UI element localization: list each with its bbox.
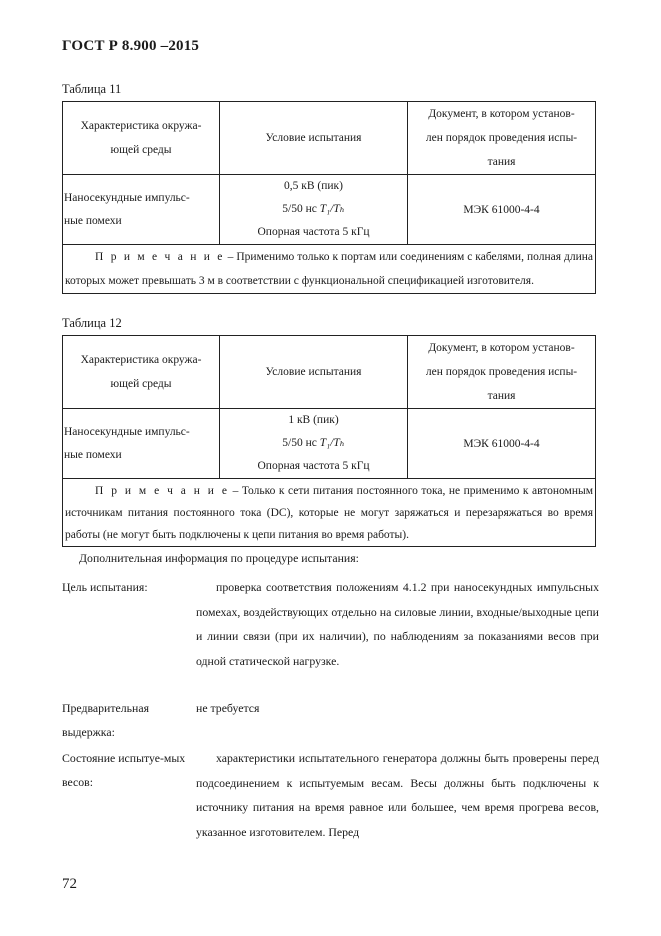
ratio-prefix: 5/50 нс [282, 437, 320, 449]
header-line: ющей среды [110, 144, 172, 156]
header-environment [63, 102, 220, 175]
ratio-prefix: 5/50 нс [282, 203, 320, 215]
header-condition [220, 336, 408, 409]
header-line: Характеристика окружа- [80, 354, 202, 366]
cell-document: МЭК 61000-4-4 [408, 175, 596, 245]
procedure-value-text: характеристики испытательного генератора должны быть проверены перед подсоединением к испытуемым весам. Весы должны быть подключены к источнику питания на время равное или большее, чем время прогрева весов, указанное изготовителем. Перед [196, 751, 599, 839]
cell-environment [63, 175, 220, 245]
procedure-value [196, 746, 599, 844]
table-row [63, 175, 596, 245]
note-text: – Только к сети питания постоянного тока, не применимо к автономным источникам питания постоянного тока (DC), которые не могут заряжаться и перезаряжаться во время работы (не могут быть подключены к цепи питания во время работы). [65, 484, 593, 541]
ratio-symbols: T₁/Tₕ [319, 203, 345, 215]
cell-line: Наносекундные импульс- [64, 425, 190, 438]
header-environment [63, 336, 220, 409]
header-document [408, 336, 596, 409]
cell-line: Опорная частота 5 кГц [257, 226, 370, 238]
header-line: Условие испытания [265, 132, 362, 144]
document-header: ГОСТ Р 8.900 –2015 [62, 38, 200, 54]
header-line: тания [487, 156, 516, 168]
table-note-row [63, 479, 596, 547]
header-line: Условие испытания [265, 366, 362, 378]
table-note [63, 245, 596, 294]
table-12-caption: Таблица 12 [62, 316, 122, 330]
cell-line [220, 198, 407, 221]
cell-line: Опорная частота 5 кГц [257, 460, 370, 472]
table-note [63, 479, 596, 547]
note-text: – Применимо только к портам или соединениям с кабелями, полная длина которых может превышать 3 м в соответствии с функциональной спецификацией изготовителя. [65, 251, 593, 287]
cell-condition [220, 175, 408, 245]
table-11 [62, 101, 596, 294]
cell-line: 0,5 кВ (пик) [284, 180, 343, 192]
procedure-value [196, 575, 599, 673]
header-line: тания [487, 390, 516, 402]
table-12 [62, 335, 596, 547]
procedure-intro: Дополнительная информация по процедуре испытания: [79, 551, 359, 565]
table-note-row [63, 245, 596, 294]
header-line: Документ, в котором установ- [428, 108, 575, 120]
cell-line: 1 кВ (пик) [288, 414, 339, 426]
note-label: П р и м е ч а н и е [95, 484, 230, 497]
procedure-label: Состояние испытуе-мых весов: [62, 751, 186, 789]
cell-line: Наносекундные импульс- [64, 191, 190, 204]
ratio-symbols: T₁/Tₕ [319, 437, 345, 449]
cell-document: МЭК 61000-4-4 [408, 409, 596, 479]
note-label: П р и м е ч а н и е [95, 251, 225, 263]
procedure-label: Предварительная выдержка: [62, 701, 149, 739]
procedure-value-text: проверка соответствия положениям 4.1.2 при наносекундных импульсных помехах, воздействующих отдельно на силовые линии, входные/выходные цепи и линии связи (при их наличии), по наблюдениям за показаниями весов при одной статической нагрузке. [196, 580, 599, 668]
header-line: Документ, в котором установ- [428, 342, 575, 354]
cell-line: ные помехи [64, 214, 122, 227]
procedure-label: Цель испытания: [62, 580, 148, 594]
header-line: лен порядок проведения испы- [425, 366, 578, 378]
header-document [408, 102, 596, 175]
table-header-row [63, 102, 596, 175]
header-line: Характеристика окружа- [80, 120, 202, 132]
procedure-value: не требуется [196, 701, 260, 715]
cell-line [220, 432, 407, 455]
header-line: ющей среды [110, 378, 172, 390]
cell-line: ные помехи [64, 448, 122, 461]
header-condition [220, 102, 408, 175]
cell-condition [220, 409, 408, 479]
page-number: 72 [62, 876, 77, 892]
table-11-caption: Таблица 11 [62, 82, 122, 96]
cell-environment [63, 409, 220, 479]
table-header-row [63, 336, 596, 409]
header-line: лен порядок проведения испы- [425, 132, 578, 144]
table-row [63, 409, 596, 479]
